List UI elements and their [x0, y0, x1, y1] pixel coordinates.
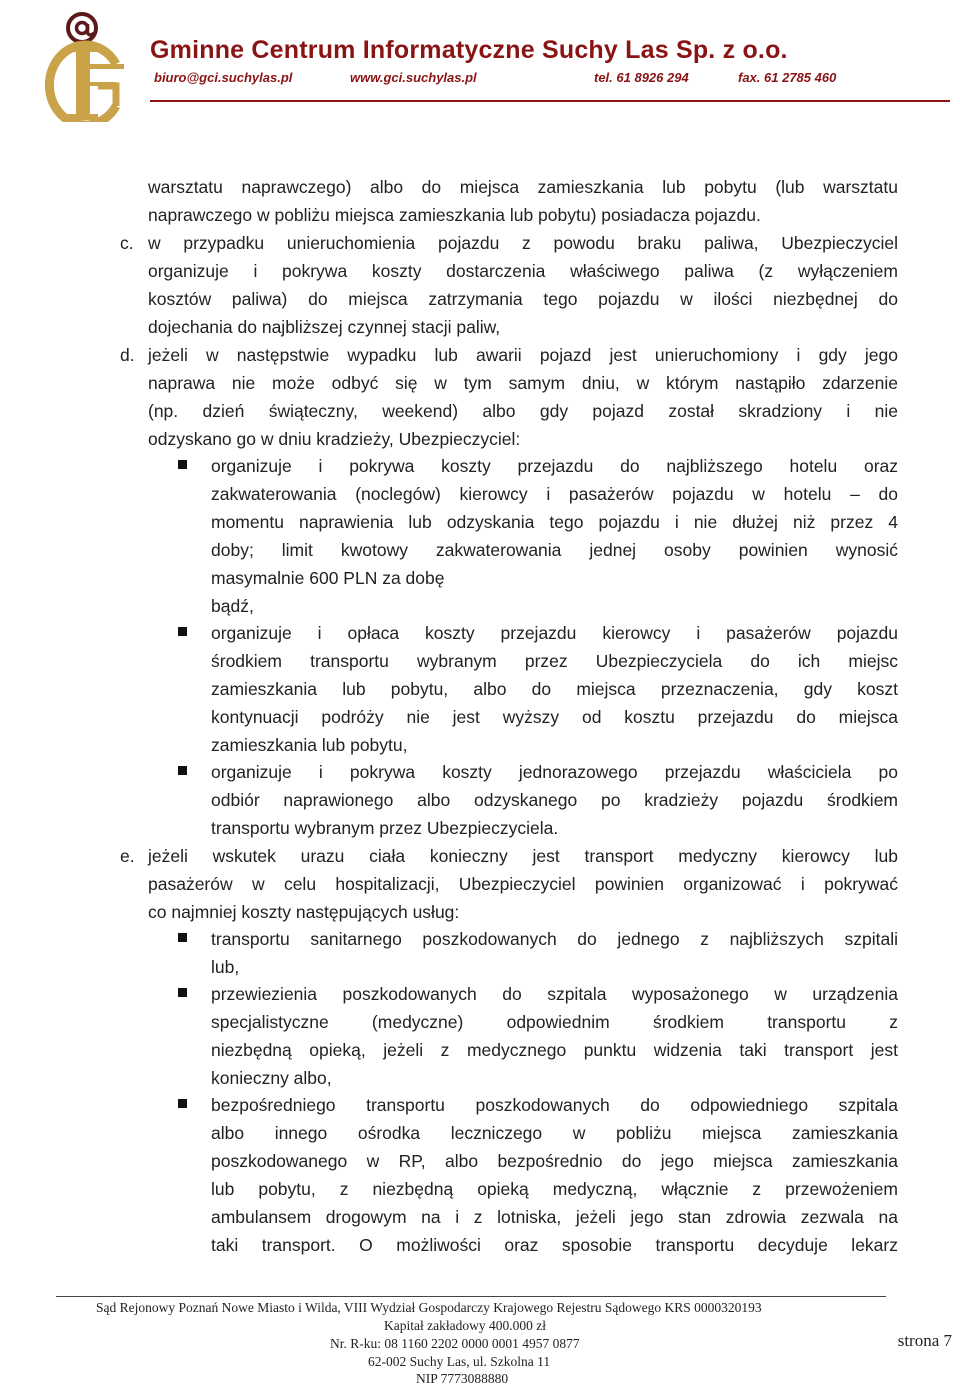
list-item-d-line: jeżeli w następstwie wypadku lub awarii pojazd jest unieruchomiony i gdy jego: [148, 345, 898, 365]
list-item-d-line: (np. dzień świąteczny, weekend) albo gdy pojazd został skradziony i nie: [148, 401, 898, 421]
bullet-square: [178, 627, 187, 636]
bullet-line: transportu wybranym przez Ubezpieczyciela.: [211, 818, 559, 838]
bullet-square: [178, 766, 187, 775]
list-marker-c: c.: [120, 233, 134, 253]
list-item-d-line: naprawa nie może odbyć się w tym samym dniu, w którym nastąpiło zdarzenie: [148, 373, 898, 393]
bullet-line: masymalnie 600 PLN za dobę: [211, 568, 445, 588]
share-capital: Kapitał zakładowy 400.000 zł: [384, 1318, 546, 1333]
page-number: strona 7: [897, 1331, 952, 1350]
bullet-line: specjalistyczne (medyczne) odpowiednim środkiem transportu z: [211, 1012, 898, 1032]
paragraph-line: warsztatu naprawczego) albo do miejsca zamieszkania lub pobytu (lub warsztatu: [148, 177, 898, 197]
bullet-line: lub pobytu, z niezbędną opieką medyczną, włącznie z przewożeniem: [211, 1179, 898, 1199]
bullet-square: [178, 933, 187, 942]
list-item-e-line: jeżeli wskutek urazu ciała konieczny jest transport medyczny kierowcy lub: [148, 846, 898, 866]
website-link[interactable]: www.gci.suchylas.pl: [350, 70, 477, 85]
bullet-line: poszkodowanego w RP, albo bezpośrednio do jego miejsca zamieszkania: [211, 1151, 898, 1171]
bullet-line: zamieszkania lub pobytu,: [211, 735, 408, 755]
bullet-line: środkiem transportu wybranym przez Ubezpieczyciela do ich miejsc: [211, 651, 898, 671]
email-link[interactable]: biuro@gci.suchylas.pl: [154, 70, 293, 85]
company-name: Gminne Centrum Informatyczne Suchy Las Sp. z o.o.: [150, 36, 788, 64]
bank-account: Nr. R-ku: 08 1160 2202 0000 0001 4957 0877: [330, 1336, 580, 1351]
bullet-line: taki transport. O możliwości oraz sposobie transportu decyduje lekarz: [211, 1235, 898, 1255]
list-item-e-line: co najmniej koszty następujących usług:: [148, 902, 460, 922]
letterhead: [0, 0, 960, 130]
bullet-square: [178, 1099, 187, 1108]
list-item-d-line: odzyskano go w dniu kradzieży, Ubezpieczyciel:: [148, 429, 521, 449]
bullet-line: przewiezienia poszkodowanych do szpitala wyposażonego w urządzenia: [211, 984, 898, 1004]
list-item-c-line: organizuje i pokrywa koszty dostarczenia właściwego paliwa (z wyłączeniem: [148, 261, 898, 281]
bullet-line: zamieszkania lub pobytu, albo do miejsca przeznaczenia, gdy koszt: [211, 679, 898, 699]
list-marker-e: e.: [120, 846, 135, 866]
bullet-line: niezbędną opieką, jeżeli z medycznego punktu widzenia taki transport jest: [211, 1040, 898, 1060]
list-item-c-line: w przypadku unieruchomienia pojazdu z powodu braku paliwa, Ubezpieczyciel: [148, 233, 898, 253]
list-marker-d: d.: [120, 345, 135, 365]
list-item-e-line: pasażerów w celu hospitalizacji, Ubezpieczyciel powinien organizować i pokrywać: [148, 874, 898, 894]
bullet-line: bądź,: [211, 596, 254, 616]
header-divider: [150, 100, 950, 102]
company-logo: [28, 6, 148, 122]
bullet-line: bezpośredniego transportu poszkodowanych do odpowiedniego szpitala: [211, 1095, 898, 1115]
bullet-line: doby; limit kwotowy zakwaterowania jednej osoby powinien wynosić: [211, 540, 898, 560]
bullet-square: [178, 460, 187, 469]
court-registration: Sąd Rejonowy Poznań Nowe Miasto i Wilda, VIII Wydział Gospodarczy Krajowego Rejestru Sądowego KRS 0000320193: [96, 1300, 762, 1315]
tax-id: NIP 7773088880: [416, 1371, 509, 1386]
bullet-line: zakwaterowania (noclegów) kierowcy i pasażerów pojazdu w hotelu – do: [211, 484, 898, 504]
bullet-line: transportu sanitarnego poszkodowanych do jednego z najbliższych szpitali: [211, 929, 898, 949]
bullet-line: odbiór naprawionego albo odzyskanego po kradzieży pojazdu środkiem: [211, 790, 898, 810]
company-address: 62-002 Suchy Las, ul. Szkolna 11: [368, 1354, 551, 1369]
bullet-line: ambulansem drogowym na i z lotniska, jeżeli jego stan zdrowia zezwala na: [211, 1207, 898, 1227]
list-item-c-line: dojechania do najbliższej czynnej stacji paliw,: [148, 317, 501, 337]
bullet-line: albo innego ośrodka leczniczego w pobliżu miejsca zamieszkania: [211, 1123, 898, 1143]
bullet-line: momentu naprawienia lub odzyskania tego pojazdu i nie dłużej niż przez 4: [211, 512, 898, 532]
bullet-line: kontynuacji podróży nie jest wyższy od kosztu przejazdu do miejsca: [211, 707, 898, 727]
bullet-line: organizuje i opłaca koszty przejazdu kierowcy i pasażerów pojazdu: [211, 623, 898, 643]
bullet-square: [178, 988, 187, 997]
bullet-line: organizuje i pokrywa koszty przejazdu do najbliższego hotelu oraz: [211, 456, 898, 476]
fax-number: fax. 61 2785 460: [738, 70, 837, 85]
list-item-c-line: kosztów paliwa) do miejsca zatrzymania tego pojazdu w ilości niezbędnej do: [148, 289, 898, 309]
bullet-line: organizuje i pokrywa koszty jednorazowego przejazdu właściciela po: [211, 762, 898, 782]
bullet-line: lub,: [211, 957, 240, 977]
bullet-line: konieczny albo,: [211, 1068, 332, 1088]
paragraph-line: naprawczego w pobliżu miejsca zamieszkania lub pobytu) posiadacza pojazdu.: [148, 205, 761, 225]
footer-divider: [56, 1296, 886, 1297]
phone-number: tel. 61 8926 294: [594, 70, 689, 85]
